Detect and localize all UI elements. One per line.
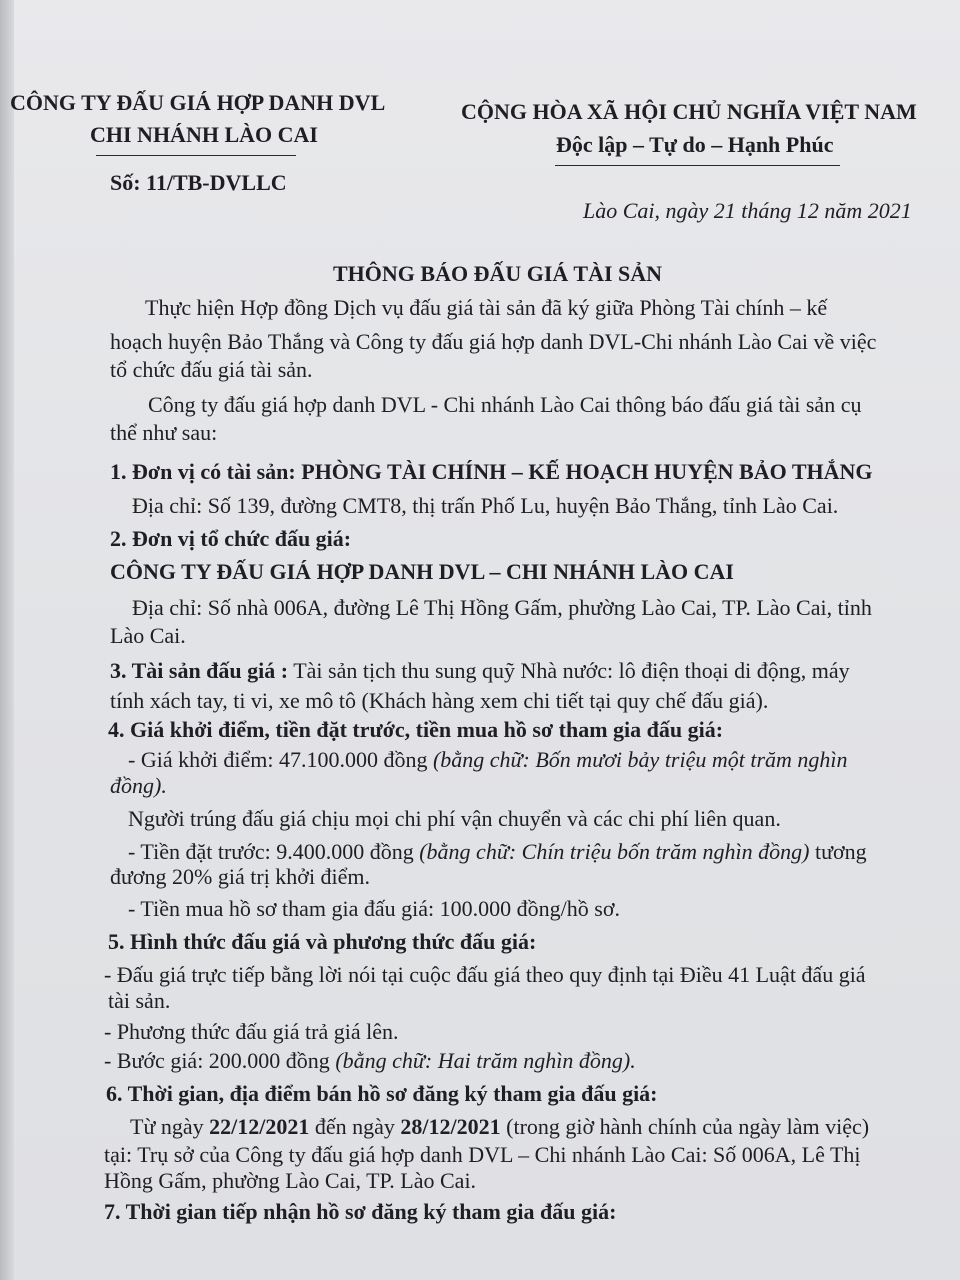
organizer-address-line: Lào Cai. (110, 623, 186, 648)
start-price-words-end: đồng). (110, 773, 167, 798)
bid-step-words: (bằng chữ: Hai trăm nghìn đồng). (335, 1048, 636, 1073)
start-price-words: (bằng chữ: Bốn mươi bảy triệu một trăm nghìn (432, 747, 848, 772)
auction-form-line: tài sản. (108, 988, 171, 1013)
document-number: Số: 11/TB-DVLLC (110, 170, 287, 195)
section-1 (110, 459, 873, 485)
file-fee: - Tiền mua hồ sơ tham gia đấu giá: 100.000 đồng/hồ sơ. (128, 896, 620, 921)
from-text: Từ ngày (130, 1114, 204, 1139)
intro-paragraph-line: hoạch huyện Bảo Thắng và Công ty đấu giá hợp danh DVL-Chi nhánh Lào Cai về việc (110, 329, 877, 354)
section-3 (110, 658, 850, 684)
auction-method: - Phương thức đấu giá trả giá lên. (104, 1019, 399, 1044)
cost-note: Người trúng đấu giá chịu mọi chi phí vận chuyển và các chi phí liên quan. (128, 806, 781, 831)
intro-paragraph-line: thể như sau: (110, 420, 218, 445)
section-3-label: 3. Tài sản đấu giá : (110, 658, 289, 683)
section-4-label: 4. Giá khởi điểm, tiền đặt trước, tiền mua hồ sơ tham gia đấu giá: (108, 717, 724, 742)
start-price-line (128, 747, 848, 773)
header-left-underline (96, 155, 296, 156)
section-2-label: 2. Đơn vị tổ chức đấu giá: (110, 526, 352, 551)
place-and-date: Lào Cai, ngày 21 tháng 12 năm 2021 (583, 198, 912, 223)
intro-paragraph-line: Công ty đấu giá hợp danh DVL - Chi nhánh Lào Cai thông báo đấu giá tài sản cụ (148, 392, 862, 417)
sale-period-line (130, 1114, 869, 1140)
national-title: CỘNG HÒA XÃ HỘI CHỦ NGHĨA VIỆT NAM (461, 99, 917, 124)
company-name: CÔNG TY ĐẤU GIÁ HỢP DANH DVL (10, 90, 386, 115)
section-6-label: 6. Thời gian, địa điểm bán hồ sơ đăng ký tham gia đấu giá: (106, 1081, 658, 1106)
bid-step: - Bước giá: 200.000 đồng (104, 1048, 330, 1073)
header-right-underline (555, 165, 840, 166)
branch-name: CHI NHÁNH LÀO CAI (90, 122, 318, 147)
auction-organizer: CÔNG TY ĐẤU GIÁ HỢP DANH DVL – CHI NHÁNH LÀO CAI (110, 559, 734, 584)
asset-owner-address: Địa chỉ: Số 139, đường CMT8, thị trấn Phố Lu, huyện Bảo Thắng, tỉnh Lào Cai. (132, 493, 839, 518)
section-1-label: 1. Đơn vị có tài sản: (110, 459, 296, 484)
to-date: 28/12/2021 (400, 1114, 501, 1139)
asset-owner: PHÒNG TÀI CHÍNH – KẾ HOẠCH HUYỆN BẢO THẮNG (301, 459, 873, 484)
document-title: THÔNG BÁO ĐẤU GIÁ TÀI SẢN (333, 261, 663, 286)
from-date: 22/12/2021 (209, 1114, 310, 1139)
office-hours: (trong giờ hành chính của ngày làm việc) (506, 1114, 870, 1139)
intro-paragraph-line: tổ chức đấu giá tài sản. (110, 357, 313, 382)
to-text: đến ngày (314, 1114, 395, 1139)
deposit-tail: tương (815, 839, 867, 864)
page-edge-shadow (0, 0, 14, 1280)
sale-place-line: tại: Trụ sở của Công ty đấu giá hợp danh DVL – Chi nhánh Lào Cai: Số 006A, Lê Thị (104, 1142, 861, 1167)
deposit-line (128, 839, 867, 865)
asset-description: Tài sản tịch thu sung quỹ Nhà nước: lô điện thoại di động, máy (293, 658, 850, 683)
section-5-label: 5. Hình thức đấu giá và phương thức đấu giá: (108, 929, 537, 954)
deposit-percentage: đương 20% giá trị khởi điểm. (110, 864, 371, 889)
national-motto: Độc lập – Tự do – Hạnh Phúc (556, 132, 834, 157)
organizer-address-line: Địa chỉ: Số nhà 006A, đường Lê Thị Hồng Gấm, phường Lào Cai, TP. Lào Cai, tỉnh (132, 595, 872, 620)
deposit-words: (bằng chữ: Chín triệu bốn trăm nghìn đồng) (419, 839, 810, 864)
start-price: - Giá khởi điểm: 47.100.000 đồng (128, 747, 428, 772)
asset-description-line: tính xách tay, ti vi, xe mô tô (Khách hàng xem chi tiết tại quy chế đấu giá). (110, 688, 769, 713)
auction-form-line: - Đấu giá trực tiếp bằng lời nói tại cuộc đấu giá theo quy định tại Điều 41 Luật đấu giá (104, 962, 866, 987)
bid-step-line (104, 1048, 636, 1074)
sale-place-line: Hồng Gấm, phường Lào Cai, TP. Lào Cai. (104, 1168, 477, 1193)
section-7-label: 7. Thời gian tiếp nhận hồ sơ đăng ký tham gia đấu giá: (104, 1199, 617, 1224)
deposit-amount: - Tiền đặt trước: 9.400.000 đồng (128, 839, 414, 864)
intro-paragraph-line: Thực hiện Hợp đồng Dịch vụ đấu giá tài sản đã ký giữa Phòng Tài chính – kế (145, 295, 828, 320)
